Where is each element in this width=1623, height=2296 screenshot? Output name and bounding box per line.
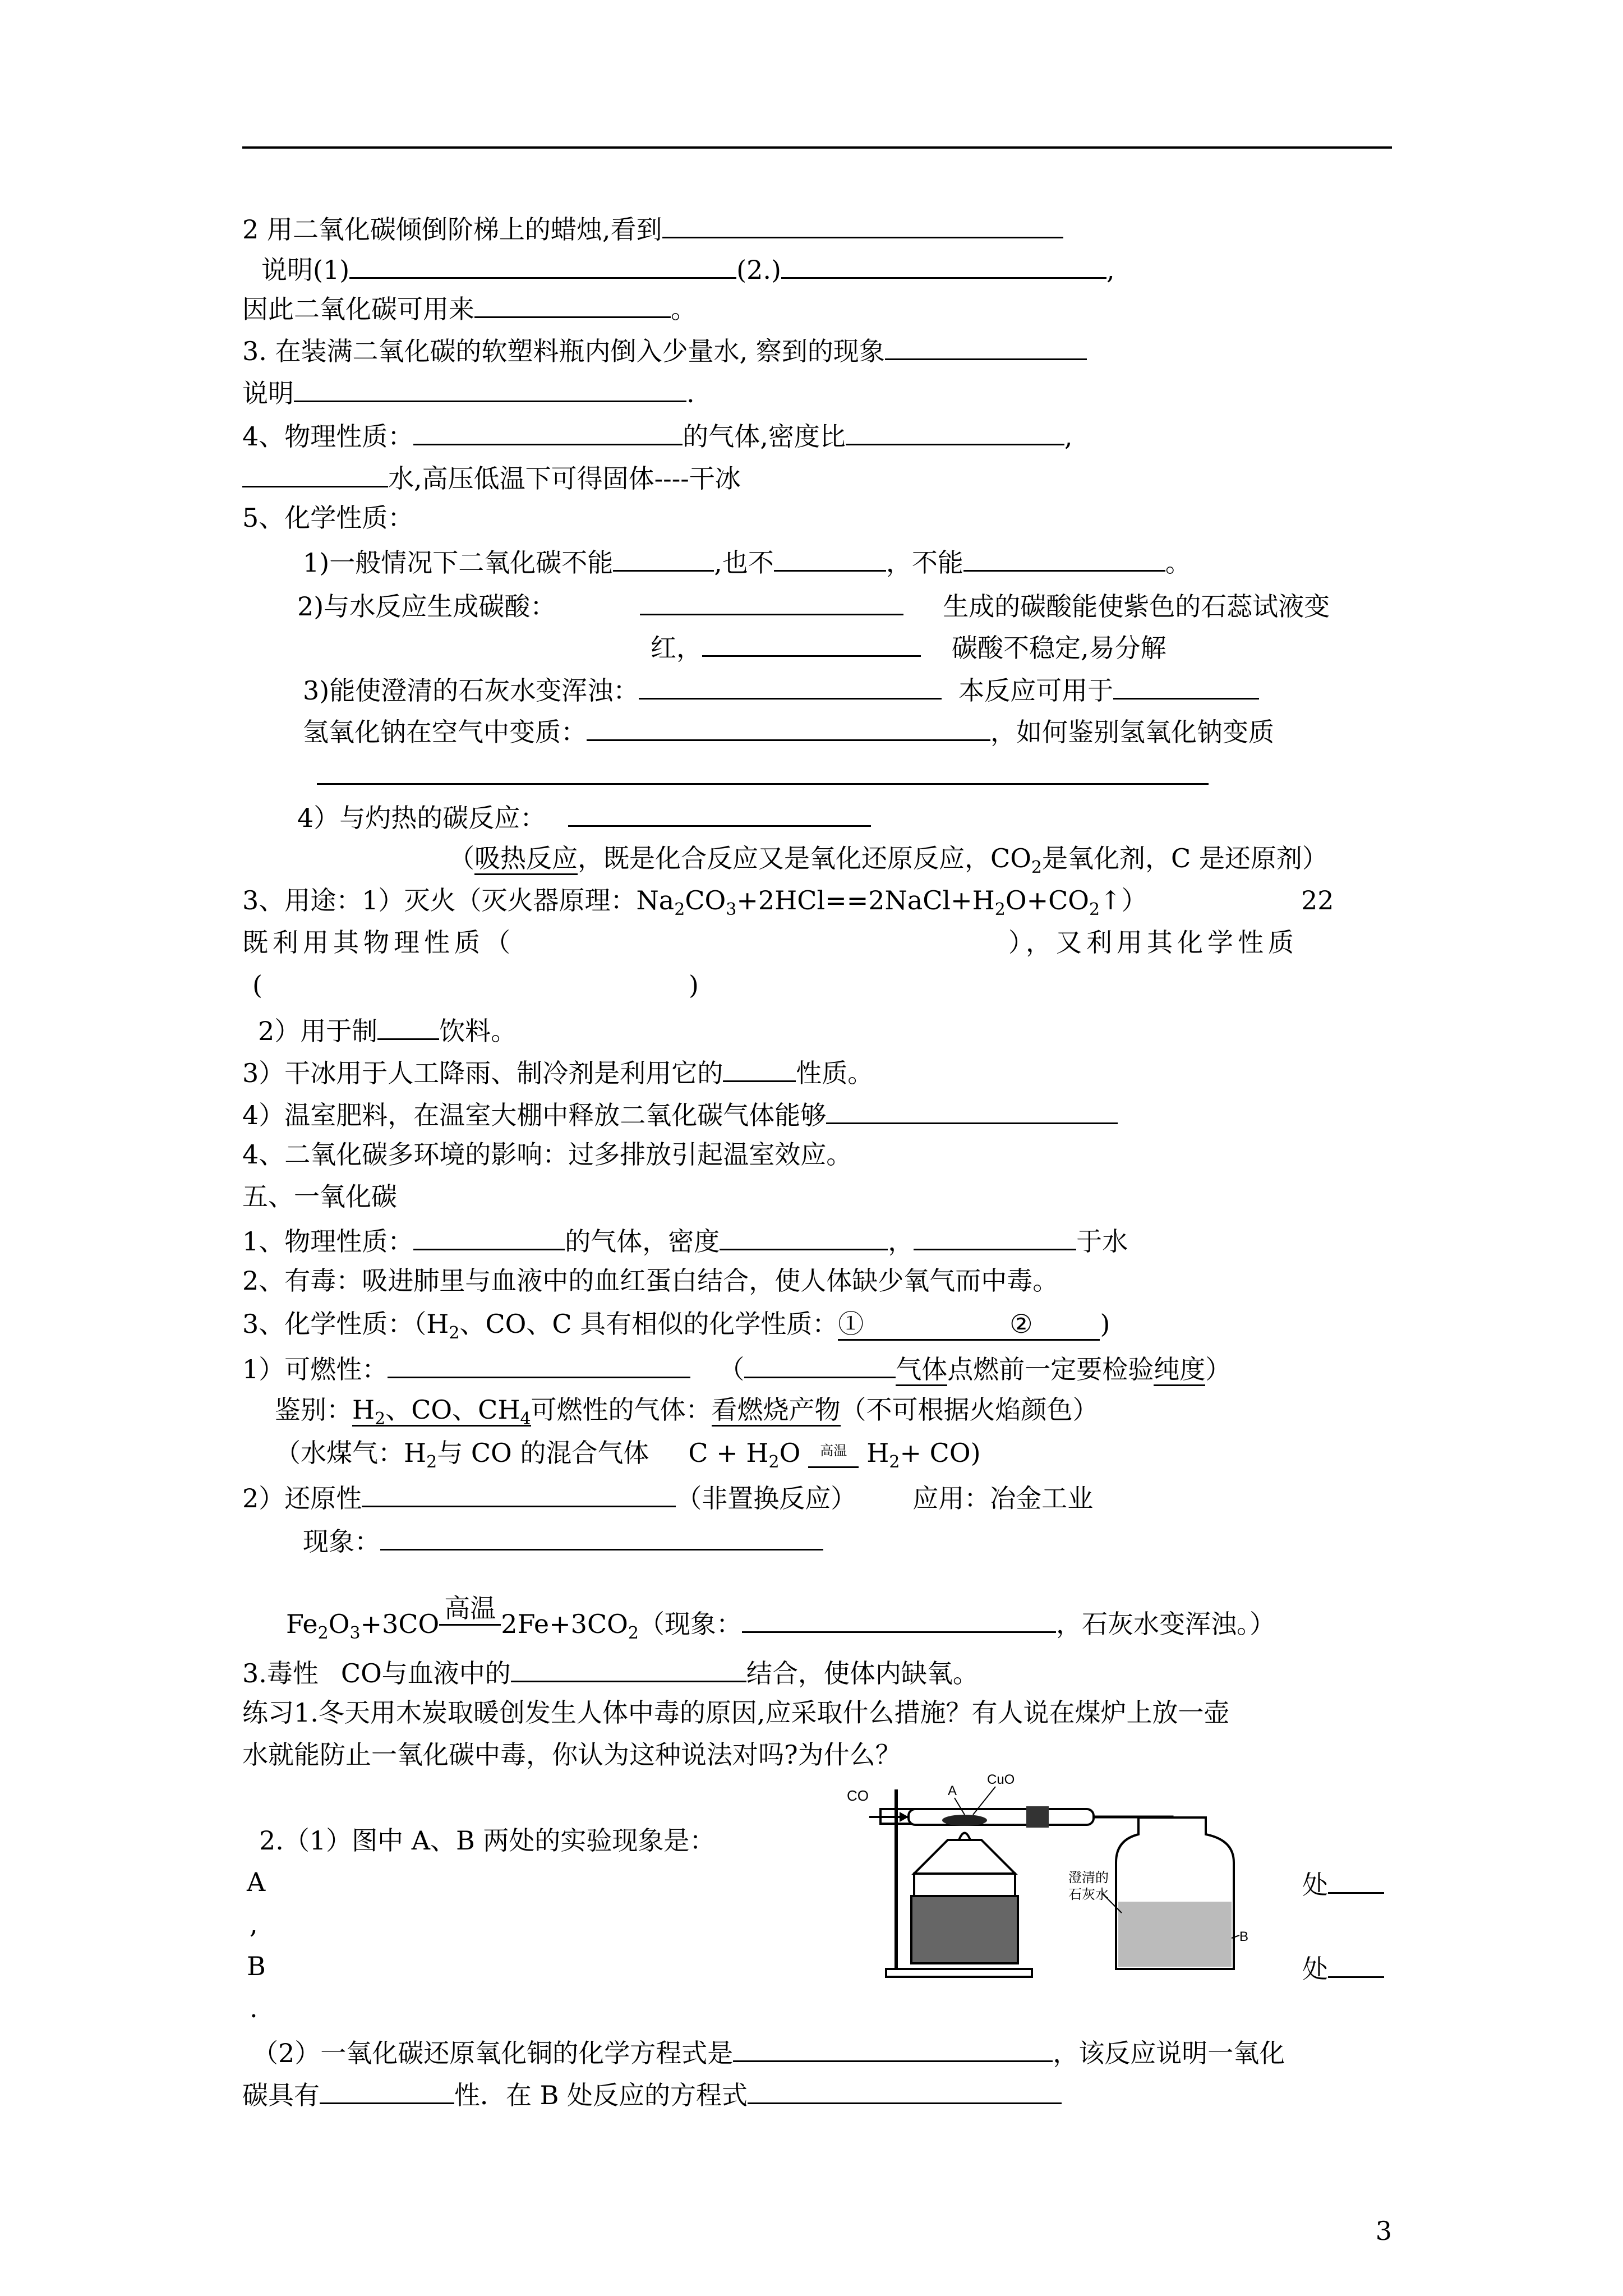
number-22: 22	[1301, 885, 1334, 915]
line-33: 3.毒性 CO与血液中的 结合，使体内缺氧。	[242, 1655, 979, 1689]
blank[interactable]	[294, 375, 686, 402]
line-34: 练习1.冬天用木炭取暖创发生人体中毒的原因,应采取什么措施？有人说在煤炉上放一壶	[242, 1697, 1230, 1728]
tube-stopper	[1026, 1806, 1049, 1828]
line-36: 2.（1）图中 A、B 两处的实验现象是：	[259, 1825, 716, 1856]
blank[interactable]	[846, 418, 1064, 445]
blank[interactable]	[640, 588, 903, 615]
blank[interactable]	[242, 460, 388, 487]
glass-tube	[909, 1809, 1094, 1825]
line-17: 既利用其物理性质（ ），又利用其化学性质	[242, 927, 1298, 958]
blank[interactable]	[662, 211, 1063, 238]
blank[interactable]	[587, 714, 990, 741]
line-6: 4、物理性质： 的气体,密度比 ,	[242, 418, 1073, 452]
blank[interactable]	[613, 544, 714, 572]
arrow-icon	[900, 1812, 909, 1822]
line-25: 2、有毒：吸进肺里与血液中的血红蛋白结合，使人体缺少氧气而中毒。	[242, 1266, 1059, 1296]
blank[interactable]	[781, 251, 1106, 279]
line-20: 3）干冰用于人工降雨、制冷剂是利用它的 性质。	[242, 1055, 873, 1089]
line-42: 碳具有 性．在 B 处反应的方程式	[242, 2077, 1062, 2111]
blank[interactable]	[914, 1223, 1076, 1250]
answer-blank[interactable]	[317, 757, 1209, 785]
line-12: 3)能使澄清的石灰水变浑浊： 本反应可用于	[303, 672, 1259, 706]
line-26: 3、化学性质：（$H_2$、CO、C 具有相似的化学性质：① ② )	[242, 1309, 1110, 1343]
blank[interactable]	[388, 1351, 690, 1378]
blank[interactable]	[349, 251, 736, 279]
line-29: （水煤气：$H_2$与 CO 的混合气体 $C + H_2O$ 高温 $H_2+ CO$)	[275, 1437, 981, 1478]
stand-base	[886, 1969, 1032, 1977]
blank[interactable]	[1328, 1866, 1384, 1894]
bottle-label-2: 石灰水	[1068, 1887, 1109, 1902]
blank[interactable]	[742, 1605, 1056, 1633]
line-27: 1）可燃性： （ 气体点燃前一定要检验纯度）	[242, 1351, 1231, 1385]
line-4: 3. 在装满二氧化碳的软塑料瓶内倒入少量水, 察到的现象	[242, 333, 1087, 367]
line-23: 五、一氧化碳	[242, 1181, 397, 1212]
blank[interactable]	[723, 1055, 796, 1082]
line-3: 因此二氧化碳可用来 。	[242, 291, 697, 325]
line-37: A	[247, 1867, 266, 1897]
lamp-neck	[914, 1874, 1015, 1896]
blank[interactable]	[568, 799, 871, 827]
blank[interactable]	[1328, 1950, 1384, 1978]
cuo-sample	[942, 1815, 987, 1826]
blank[interactable]	[413, 1223, 565, 1250]
line-14: 4）与灼热的碳反应：	[297, 799, 871, 834]
line-16: 3、用途：1）灭火（灭火器原理：$Na_2CO_3+2HCl==2NaCl+H_2O+CO_2↑$）	[242, 885, 1147, 919]
line-11: 红， 碳酸不稳定,易分解	[651, 629, 1166, 664]
bottle-label-1: 澄清的	[1068, 1870, 1109, 1885]
blank[interactable]	[963, 544, 1165, 572]
line-30: 2）还原性 （非置换反应） 应用：冶金工业	[242, 1480, 1093, 1514]
blank[interactable]	[413, 418, 683, 445]
line-28: 鉴别：$H_2$、CO、$CH_4$可燃性的气体：看燃烧产物（不可根据火焰颜色）	[275, 1395, 1099, 1429]
line-9: 1)一般情况下二氧化碳不能 ,也不 ，不能 。	[303, 544, 1191, 578]
co-label: CO	[847, 1787, 869, 1804]
line-5: 说明 .	[242, 375, 695, 409]
line-32: $Fe_2O_3+3CO$高温$2Fe+3CO_2$（现象： ，石灰水变浑浊。）	[286, 1593, 1275, 1643]
line-22: 4、二氧化碳多环境的影响：过多排放引起温室效应。	[242, 1139, 852, 1170]
line-31: 现象：	[303, 1523, 823, 1557]
blank[interactable]	[744, 1351, 896, 1378]
blank[interactable]	[885, 333, 1087, 360]
limewater	[1118, 1902, 1232, 1967]
blank[interactable]	[748, 2077, 1062, 2104]
line-1: 2 用二氧化碳倾倒阶梯上的蜡烛,看到	[242, 211, 1063, 245]
blank[interactable]	[320, 2077, 454, 2104]
a-label: A	[948, 1783, 957, 1798]
blank[interactable]	[380, 1523, 823, 1550]
blank[interactable]	[702, 629, 921, 657]
answer-a: 处	[1302, 1866, 1384, 1901]
line-7: 水,高压低温下可得固体----干冰	[242, 460, 741, 494]
line-39: B	[247, 1951, 266, 1981]
blank[interactable]	[511, 1655, 746, 1682]
answer-b: 处	[1302, 1950, 1384, 1985]
line-41: （2）一氧化碳还原氧化铜的化学方程式是 ，该反应说明一氧化	[252, 2035, 1285, 2069]
lamp-top	[914, 1840, 1015, 1874]
line-35: 水就能防止一氧化碳中毒，你认为这种说法对吗?为什么？	[242, 1740, 901, 1770]
line-21: 4）温室肥料，在温室大棚中释放二氧化碳气体能够	[242, 1097, 1118, 1131]
blank[interactable]	[639, 672, 942, 700]
lamp-body	[911, 1896, 1018, 1963]
line-40: .	[250, 1993, 258, 2023]
line-19: 2）用于制 饮料。	[258, 1013, 517, 1047]
line-10: 2)与水反应生成碳酸： 生成的碳酸能使紫色的石蕊试液变	[297, 588, 1330, 622]
apparatus-figure	[847, 1767, 1251, 1980]
line-24: 1、物理性质： 的气体，密度 ， 于水	[242, 1223, 1128, 1257]
line-13: 氢氧化钠在空气中变质： ，如何鉴别氢氧化钠变质	[303, 714, 1274, 748]
line-38: ,	[250, 1909, 258, 1939]
blank[interactable]	[774, 544, 886, 572]
blank[interactable]	[362, 1480, 676, 1507]
blank[interactable]	[826, 1097, 1118, 1124]
line-8: 5、化学性质：	[242, 503, 414, 533]
blank[interactable]	[1113, 672, 1259, 700]
page-number: 3	[1375, 2216, 1392, 2246]
line-18: ( )	[252, 970, 699, 1000]
line-2: 说明(1) (2.) ,	[261, 251, 1115, 286]
line-15: （吸热反应，既是化合反应又是氧化还原反应，$CO_2$是氧化剂，C 是还原剂）	[449, 843, 1328, 877]
header-rule	[242, 146, 1392, 149]
blank[interactable]	[733, 2035, 1053, 2062]
blank[interactable]	[720, 1223, 888, 1250]
blank[interactable]	[377, 1013, 439, 1040]
b-label: B	[1239, 1929, 1249, 1944]
cuo-label: CuO	[987, 1772, 1015, 1787]
blank[interactable]	[474, 291, 671, 318]
